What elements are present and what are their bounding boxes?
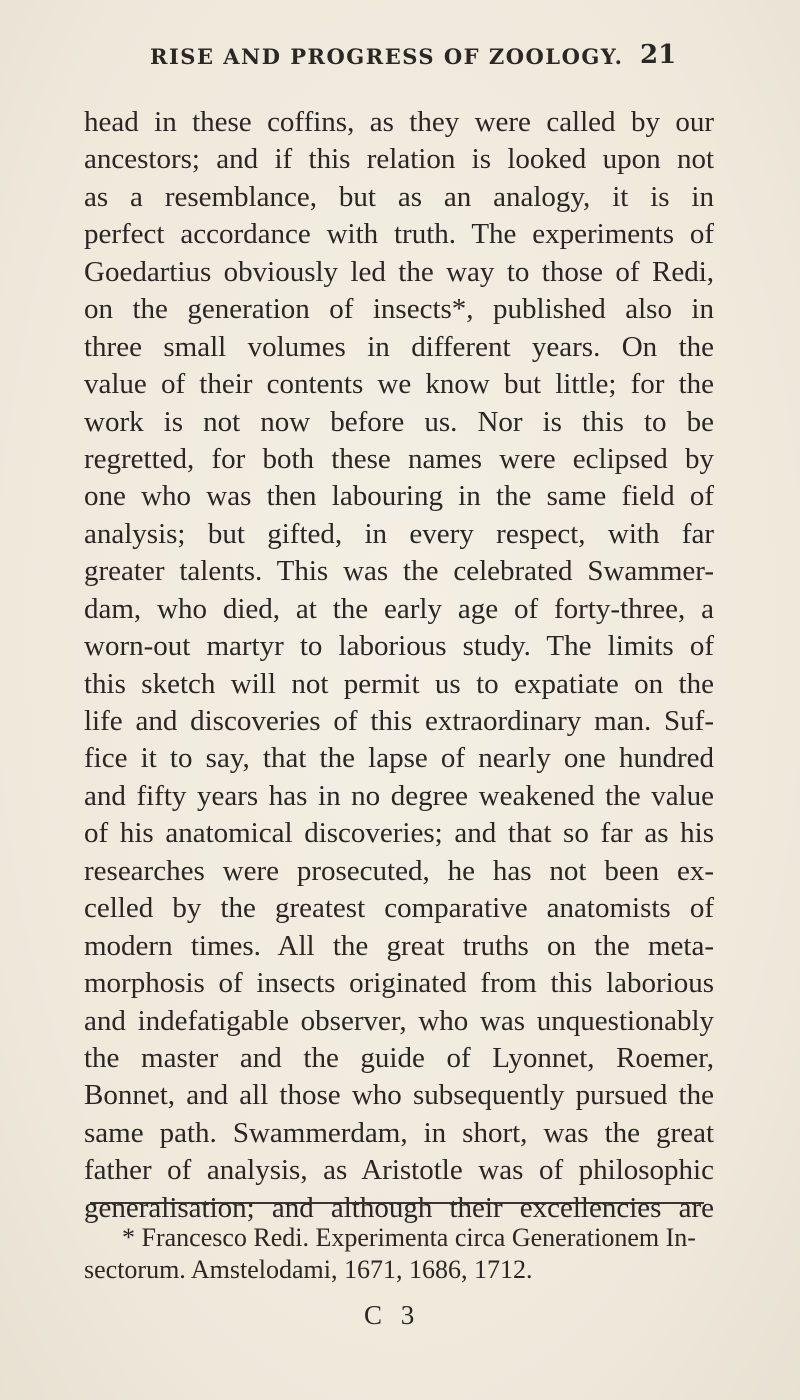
text-line: perfect accordance with truth. The experiments of [84, 218, 714, 251]
text-line: life and discoveries of this extraordinary man. Suf- [84, 705, 714, 737]
text-line: Goedartius obviously led the way to those of Redi, [84, 255, 714, 288]
text-line: Bonnet, and all those who subsequently pursued the [84, 1079, 714, 1112]
text-line: value of their contents we know but little; for the [84, 368, 714, 401]
text-line: regretted, for both these names were eclipsed by [84, 442, 714, 475]
footnote-rule [90, 1202, 704, 1204]
text-line: celled by the greatest comparative anatomists of [84, 892, 714, 925]
text-line: fice it to say, that the lapse of nearly one hundred [84, 742, 714, 775]
footnote-line: sectorum. Amstelodami, 1671, 1686, 1712. [84, 1255, 533, 1284]
footnote [84, 1222, 710, 1286]
text-line: and indefatigable observer, who was unquestionably [84, 1004, 714, 1037]
text-line: analysis; but gifted, in every respect, with far [84, 517, 714, 550]
text-line: dam, who died, at the early age of forty-three, a [84, 592, 714, 625]
text-line: ancestors; and if this relation is looked upon not [84, 143, 714, 176]
text-line: father of analysis, as Aristotle was of philosophic [84, 1154, 714, 1187]
text-line: generalisation; and although their excellencies are [84, 1191, 714, 1224]
footnote-line: * Francesco Redi. Experimenta circa Generationem In- [122, 1223, 696, 1252]
text-line: researches were prosecuted, he has not been ex- [84, 854, 714, 887]
running-title: RISE AND PROGRESS OF ZOOLOGY. [150, 44, 624, 69]
text-line: morphosis of insects originated from this laborious [84, 967, 714, 1000]
text-line: the master and the guide of Lyonnet, Roemer, [84, 1041, 714, 1074]
text-line: and fifty years has in no degree weakened the value [84, 779, 714, 812]
text-line: of his anatomical discoveries; and that so far as his [84, 817, 714, 850]
text-line: this sketch will not permit us to expatiate on the [84, 667, 714, 700]
text-line: three small volumes in different years. On the [84, 330, 714, 363]
text-line: modern times. All the great truths on the meta- [84, 929, 714, 962]
text-line: work is not now before us. Nor is this to be [84, 405, 714, 438]
body-text [84, 104, 714, 1227]
text-line: greater talents. This was the celebrated Swammer- [84, 555, 714, 588]
text-line: as a resemblance, but as an analogy, it is in [84, 180, 714, 213]
text-line: one who was then labouring in the same field of [84, 480, 714, 513]
text-line: worn-out martyr to laborious study. The limits of [84, 630, 714, 663]
signature-mark: C 3 [364, 1300, 421, 1330]
text-line: head in these coffins, as they were called by our [84, 106, 714, 138]
page-number: 21 [640, 40, 677, 70]
text-line: on the generation of insects*, published also in [84, 293, 714, 326]
text-line: same path. Swammerdam, in short, was the great [84, 1116, 714, 1149]
